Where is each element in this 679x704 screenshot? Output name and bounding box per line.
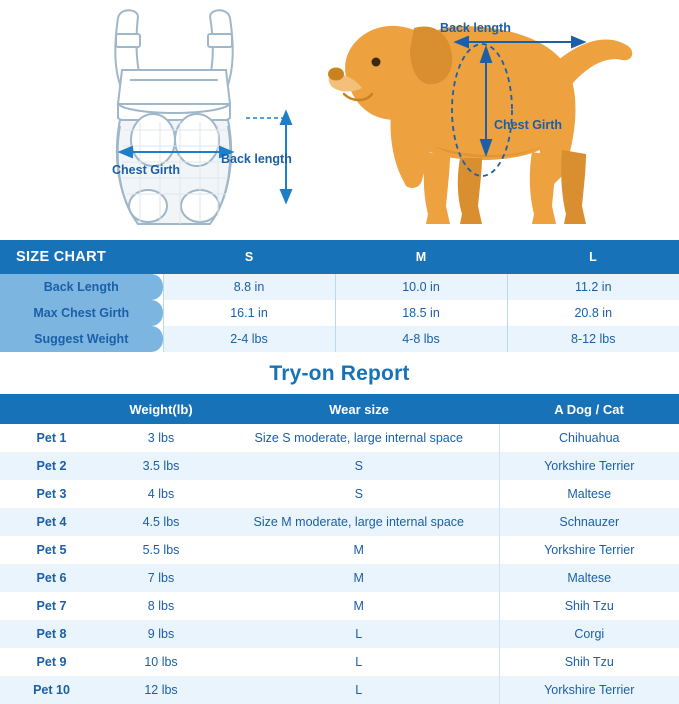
report-cell-breed: Maltese [499, 564, 679, 592]
size-chart-rowlabel-suggest-weight: Suggest Weight [0, 326, 163, 352]
table-row [0, 452, 679, 480]
report-col-breed: A Dog / Cat [499, 394, 679, 424]
report-cell-weight: 5.5 lbs [103, 536, 219, 564]
report-cell-weight: 4.5 lbs [103, 508, 219, 536]
report-cell-weight: 4 lbs [103, 480, 219, 508]
report-cell-weight: 10 lbs [103, 648, 219, 676]
report-cell-wear: L [219, 648, 499, 676]
size-chart-header-row [0, 240, 679, 274]
report-cell-pet: Pet 1 [0, 424, 103, 452]
table-row [0, 508, 679, 536]
size-chart-col-m: M [415, 250, 427, 264]
carrier-chest-girth-label: Chest Girth [112, 163, 181, 177]
report-cell-breed: Schnauzer [499, 508, 679, 536]
size-chart-row-chest-girth [0, 300, 679, 326]
report-cell-breed: Shih Tzu [499, 592, 679, 620]
pet-carrier-illustration [60, 0, 320, 240]
carrier-back-length-label: Back length [221, 152, 292, 166]
table-row [0, 480, 679, 508]
report-cell-breed: Chihuahua [499, 424, 679, 452]
size-chart-rowlabel-chest-girth: Max Chest Girth [0, 300, 163, 326]
size-chart-cell: 2-4 lbs [163, 326, 335, 352]
dog-chest-girth-label: Chest Girth [494, 118, 563, 132]
report-header-row [0, 394, 679, 424]
report-col-weight: Weight(lb) [103, 394, 219, 424]
size-chart-cell: 16.1 in [163, 300, 335, 326]
report-cell-wear: Size M moderate, large internal space [219, 508, 499, 536]
report-cell-wear: M [219, 592, 499, 620]
report-cell-breed: Shih Tzu [499, 648, 679, 676]
table-row [0, 424, 679, 452]
report-cell-pet: Pet 10 [0, 676, 103, 704]
size-chart-row-back-length [0, 274, 679, 300]
size-chart-cell: 11.2 in [507, 274, 679, 300]
report-cell-wear: S [219, 480, 499, 508]
table-row [0, 536, 679, 564]
table-row [0, 564, 679, 592]
report-cell-wear: S [219, 452, 499, 480]
report-cell-wear: L [219, 676, 499, 704]
report-cell-pet: Pet 2 [0, 452, 103, 480]
size-chart-cell: 18.5 in [335, 300, 507, 326]
report-cell-wear: M [219, 564, 499, 592]
report-cell-pet: Pet 8 [0, 620, 103, 648]
dog-back-length-label: Back length [440, 21, 511, 35]
size-chart-title: SIZE CHART [16, 249, 106, 265]
report-cell-weight: 3 lbs [103, 424, 219, 452]
report-cell-pet: Pet 4 [0, 508, 103, 536]
report-cell-pet: Pet 7 [0, 592, 103, 620]
size-chart-table [0, 240, 679, 352]
report-cell-breed: Corgi [499, 620, 679, 648]
report-cell-pet: Pet 9 [0, 648, 103, 676]
report-col-pet [0, 394, 103, 424]
try-on-report-title: Try-on Report [269, 362, 410, 385]
size-chart-cell: 8.8 in [163, 274, 335, 300]
report-cell-breed: Yorkshire Terrier [499, 452, 679, 480]
report-cell-weight: 12 lbs [103, 676, 219, 704]
report-cell-weight: 7 lbs [103, 564, 219, 592]
table-row [0, 620, 679, 648]
report-cell-breed: Maltese [499, 480, 679, 508]
table-row [0, 648, 679, 676]
report-cell-breed: Yorkshire Terrier [499, 536, 679, 564]
table-row [0, 592, 679, 620]
report-cell-weight: 9 lbs [103, 620, 219, 648]
size-chart-cell: 20.8 in [507, 300, 679, 326]
size-chart-row-suggest-weight [0, 326, 679, 352]
report-cell-wear: M [219, 536, 499, 564]
report-cell-weight: 8 lbs [103, 592, 219, 620]
size-chart-cell: 10.0 in [335, 274, 507, 300]
size-chart-cell: 8-12 lbs [507, 326, 679, 352]
illustration-area [0, 0, 679, 240]
report-cell-wear: Size S moderate, large internal space [219, 424, 499, 452]
size-chart-col-l: L [589, 250, 597, 264]
report-cell-pet: Pet 5 [0, 536, 103, 564]
size-chart-rowlabel-back-length: Back Length [0, 274, 163, 300]
dog-illustration [310, 0, 670, 240]
report-cell-pet: Pet 3 [0, 480, 103, 508]
report-cell-pet: Pet 6 [0, 564, 103, 592]
size-chart-cell: 4-8 lbs [335, 326, 507, 352]
report-cell-wear: L [219, 620, 499, 648]
report-col-wear-size: Wear size [219, 394, 499, 424]
try-on-report-table [0, 394, 679, 704]
table-row [0, 676, 679, 704]
report-cell-breed: Yorkshire Terrier [499, 676, 679, 704]
report-cell-weight: 3.5 lbs [103, 452, 219, 480]
size-chart-col-s: S [244, 250, 254, 264]
